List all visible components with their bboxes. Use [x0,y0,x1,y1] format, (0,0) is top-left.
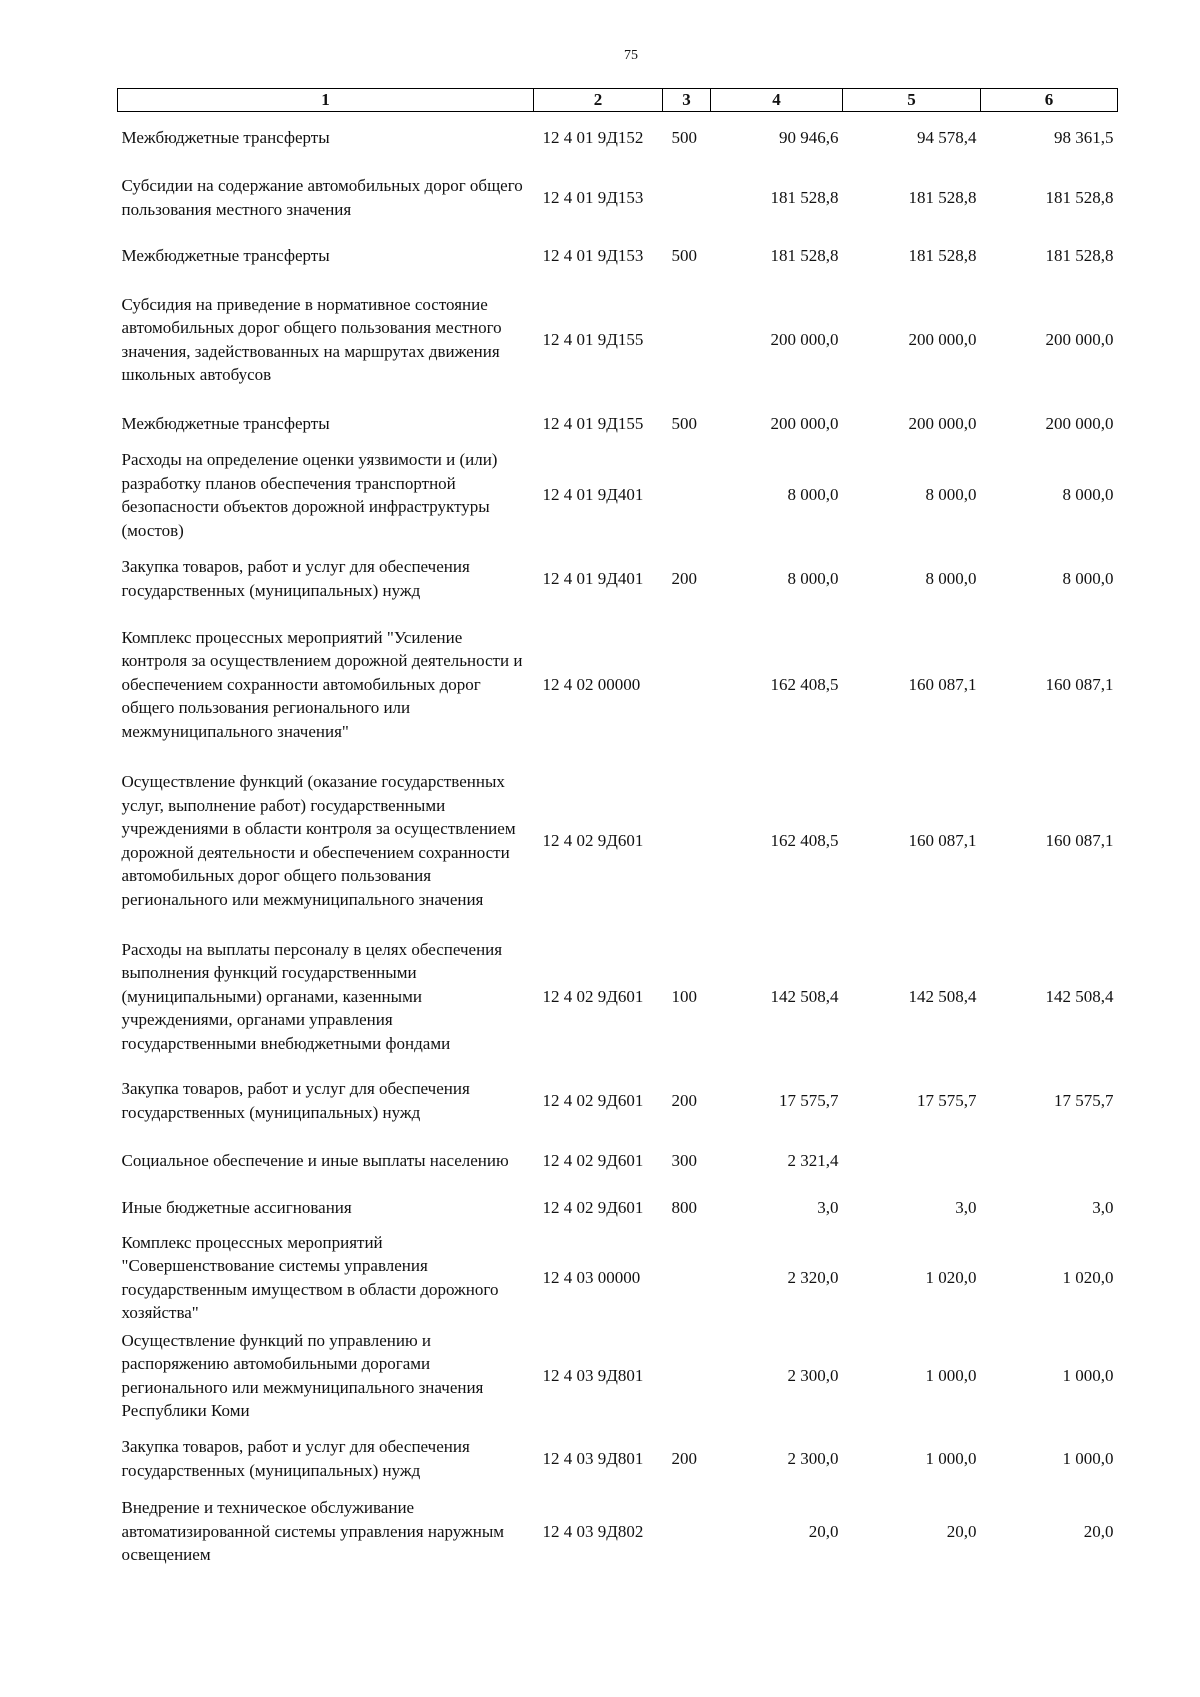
row-code: 12 4 01 9Д153 [542,187,644,207]
row-code: 12 4 02 9Д601 [542,830,644,850]
row-value-2023: 162 408,5 [770,830,839,850]
row-value-2025: 142 508,4 [1045,986,1114,1006]
row-code: 12 4 01 9Д401 [542,485,644,505]
row-name: Межбюджетные трансферты [121,128,330,147]
row-expense-type: 200 [671,1448,697,1468]
row-value-2024: 94 578,4 [917,128,977,147]
table-row [118,448,1118,543]
row-code: 12 4 01 9Д401 [542,568,644,588]
header-row [118,89,1118,112]
row-value-2023: 90 946,6 [779,128,839,147]
row-value-2025: 17 575,7 [1054,1090,1114,1110]
row-value-2023: 200 000,0 [770,413,839,433]
row-expense-type [663,448,711,543]
table-row [118,280,1118,400]
table-row [118,1327,1118,1425]
row-value-2025: 20,0 [1083,1521,1114,1541]
row-value-2025: 181 528,8 [1045,187,1114,207]
row-value-2023: 142 508,4 [770,986,839,1006]
header-col-1: 1 [118,89,534,112]
table-row [118,232,1118,280]
row-name: Внедрение и техническое обслуживание автоматизированной системы управления наружным освещением [121,1498,505,1565]
row-expense-type [663,615,711,755]
row-value-2023: 2 321,4 [787,1150,839,1170]
header-col-2: 2 [534,89,663,112]
row-value-2023: 162 408,5 [770,674,839,694]
row-value-2025: 1 000,0 [1062,1365,1114,1385]
row-expense-type: 200 [671,568,697,588]
row-value-2023: 8 000,0 [787,485,839,505]
row-name: Закупка товаров, работ и услуг для обеспечения государственных (муниципальных) нужд [121,557,470,600]
table-row [118,164,1118,232]
header-col-5: 5 [843,89,981,112]
row-value-2024: 20,0 [946,1521,977,1541]
row-value-2024: 200 000,0 [908,413,977,433]
row-value-2025: 8 000,0 [1062,485,1114,505]
table-row [118,543,1118,615]
table-row [118,927,1118,1067]
row-expense-type [663,164,711,232]
table-row [118,1187,1118,1229]
row-value-2023: 181 528,8 [770,245,839,265]
row-value-2024: 17 575,7 [917,1090,977,1110]
row-expense-type: 200 [671,1090,697,1110]
row-value-2023: 200 000,0 [770,329,839,349]
row-code: 12 4 03 9Д801 [542,1448,644,1468]
row-value-2025: 3,0 [1092,1197,1114,1217]
row-name: Осуществление функций (оказание государственных услуг, выполнение работ) государственными учреждениями в области контроля за осуществлением дорожной деятельности и обеспечением сохранности автомобильных дорог общего пользования регионального или межмуниципального значения [121,772,516,909]
header-col-3: 3 [663,89,711,112]
row-value-2024: 160 087,1 [908,830,977,850]
budget-table [117,88,1118,1571]
row-code: 12 4 02 9Д601 [542,1150,644,1170]
row-code: 12 4 01 9Д155 [542,413,644,433]
row-name: Закупка товаров, работ и услуг для обеспечения государственных (муниципальных) нужд [121,1079,470,1122]
row-value-2025: 200 000,0 [1045,413,1114,433]
table-row [118,1135,1118,1187]
row-value-2025 [981,1135,1118,1187]
table-row [118,1493,1118,1571]
row-value-2024: 8 000,0 [925,485,977,505]
row-code: 12 4 02 9Д601 [542,986,644,1006]
row-name: Осуществление функций по управлению и распоряжению автомобильными дорогами регионального или межмуниципального значения Республики Коми [121,1330,484,1420]
table-header [118,89,1118,112]
table-row [118,615,1118,755]
row-code: 12 4 03 9Д801 [542,1365,644,1385]
row-name: Субсидии на содержание автомобильных дорог общего пользования местного значения [121,176,523,219]
row-name: Субсидия на приведение в нормативное состояние автомобильных дорог общего пользования местного значения, задействованных на маршрутах движения школьных автобусов [121,294,502,384]
row-value-2024: 200 000,0 [908,329,977,349]
row-value-2024: 1 000,0 [925,1365,977,1385]
row-expense-type: 500 [671,413,697,433]
row-code: 12 4 01 9Д152 [542,128,644,147]
row-expense-type: 800 [671,1197,697,1217]
row-name: Межбюджетные трансферты [121,413,330,433]
row-code: 12 4 02 9Д601 [542,1090,644,1110]
row-code: 12 4 02 9Д601 [542,1197,644,1217]
table-row [118,1425,1118,1493]
row-expense-type: 500 [671,245,697,265]
row-expense-type [663,1493,711,1571]
row-value-2025: 1 000,0 [1062,1448,1114,1468]
row-value-2024: 8 000,0 [925,568,977,588]
table-row [118,112,1118,164]
row-value-2023: 20,0 [808,1521,839,1541]
row-value-2023: 2 300,0 [787,1448,839,1468]
row-value-2023: 2 300,0 [787,1365,839,1385]
row-value-2025: 1 020,0 [1062,1267,1114,1287]
header-col-6: 6 [981,89,1118,112]
table-row [118,755,1118,927]
row-value-2024 [843,1135,981,1187]
row-value-2024: 142 508,4 [908,986,977,1006]
row-name: Расходы на выплаты персоналу в целях обеспечения выполнения функций государственными (муниципальными) органами, казенными учреждениями, органами управления государственными внебюджетными фондами [121,939,503,1053]
row-code: 12 4 03 9Д802 [542,1521,644,1541]
row-expense-type [663,755,711,927]
row-expense-type [663,280,711,400]
header-col-4: 4 [711,89,843,112]
row-value-2023: 17 575,7 [779,1090,839,1110]
row-name: Межбюджетные трансферты [121,245,330,265]
row-code: 12 4 03 00000 [542,1267,641,1287]
row-name: Социальное обеспечение и иные выплаты населению [121,1150,509,1170]
row-name: Комплекс процессных мероприятий "Усиление контроля за осуществлением дорожной деятельности и обеспечением сохранности автомобильных дорог общего пользования регионального или межмуниципального значения" [121,627,523,741]
row-code: 12 4 02 00000 [542,674,641,694]
row-value-2025: 8 000,0 [1062,568,1114,588]
row-value-2024: 1 020,0 [925,1267,977,1287]
row-name: Иные бюджетные ассигнования [121,1197,352,1217]
row-name: Закупка товаров, работ и услуг для обеспечения государственных (муниципальных) нужд [121,1437,470,1480]
row-value-2023: 181 528,8 [770,187,839,207]
row-expense-type [663,1229,711,1327]
row-expense-type [663,1327,711,1425]
row-value-2024: 160 087,1 [908,674,977,694]
row-value-2025: 98 361,5 [1054,128,1114,147]
row-name: Комплекс процессных мероприятий "Совершенствование системы управления государственным имуществом в области дорожного хозяйства" [121,1232,499,1322]
row-value-2023: 2 320,0 [787,1267,839,1287]
row-value-2024: 181 528,8 [908,245,977,265]
page-number: 75 [624,48,638,63]
row-expense-type: 300 [671,1150,697,1170]
row-value-2024: 3,0 [955,1197,977,1217]
row-value-2025: 160 087,1 [1045,674,1114,694]
row-value-2024: 1 000,0 [925,1448,977,1468]
row-value-2025: 200 000,0 [1045,329,1114,349]
table-row [118,1229,1118,1327]
row-expense-type: 500 [671,128,697,147]
row-code: 12 4 01 9Д153 [542,245,644,265]
table-row [118,1067,1118,1135]
row-value-2025: 181 528,8 [1045,245,1114,265]
row-code: 12 4 01 9Д155 [542,329,644,349]
row-value-2024: 181 528,8 [908,187,977,207]
row-value-2023: 3,0 [817,1197,839,1217]
table-body [118,112,1118,1571]
row-value-2025: 160 087,1 [1045,830,1114,850]
row-expense-type: 100 [671,986,697,1006]
table-row [118,400,1118,448]
row-name: Расходы на определение оценки уязвимости и (или) разработку планов обеспечения транспортной безопасности объектов дорожной инфраструктуры (мостов) [121,450,498,540]
row-value-2023: 8 000,0 [787,568,839,588]
